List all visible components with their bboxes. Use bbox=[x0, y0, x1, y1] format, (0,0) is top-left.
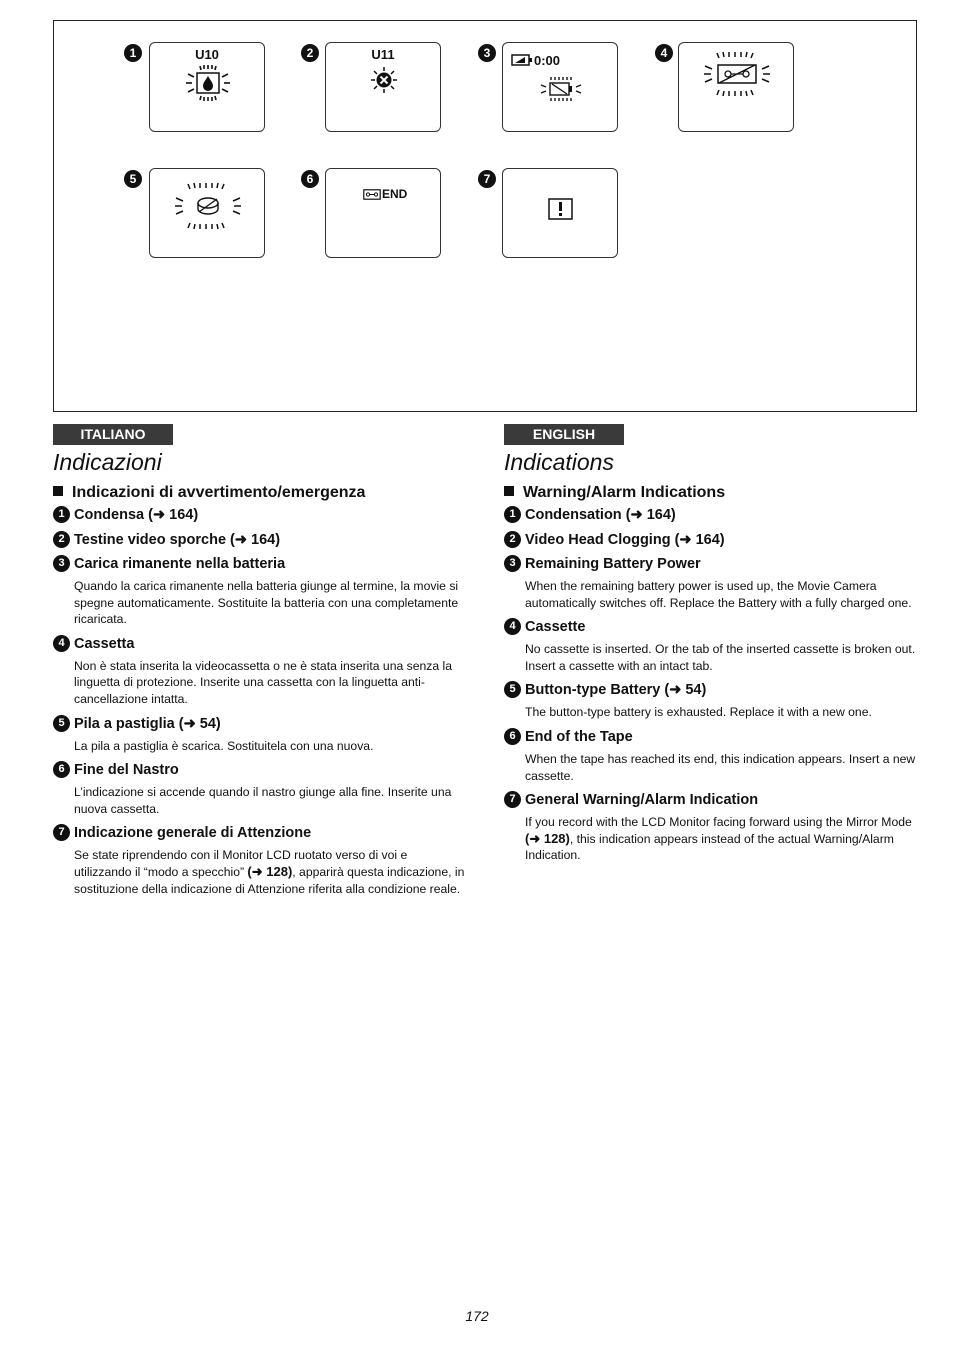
item-body: La pila a pastiglia è scarica. Sostituitela con una nuova. bbox=[74, 738, 374, 753]
page-reference: (➜ 128) bbox=[247, 863, 293, 879]
title-italian: Indicazioni bbox=[53, 449, 162, 475]
number-badge: 5 bbox=[504, 681, 521, 698]
list-item bbox=[504, 791, 916, 864]
list-item bbox=[504, 555, 916, 611]
screen-tape-end bbox=[325, 168, 441, 258]
screen-button-battery bbox=[149, 168, 265, 258]
screen-cassette bbox=[678, 42, 794, 132]
no-cassette-icon bbox=[703, 50, 771, 98]
item-body: The button-type battery is exhausted. Replace it with a new one. bbox=[525, 705, 872, 720]
tape-end-label: END bbox=[382, 187, 408, 201]
general-warning-icon bbox=[548, 198, 573, 220]
callout-6: 6 bbox=[301, 170, 319, 188]
list-item bbox=[504, 681, 916, 721]
item-heading-text: Carica rimanente nella batteria bbox=[74, 556, 286, 572]
item-heading bbox=[504, 618, 916, 636]
list-item bbox=[53, 824, 465, 897]
body-text: Se state riprendendo con il Monitor LCD ruotato verso di voi e utilizzando il “modo a specchio” bbox=[74, 848, 408, 879]
number-badge: 4 bbox=[504, 618, 521, 635]
condensation-drop-icon bbox=[184, 64, 232, 102]
language-tab-italian: ITALIANO bbox=[53, 424, 173, 445]
item-body bbox=[504, 814, 916, 864]
callout-7: 7 bbox=[478, 170, 496, 188]
section-heading-text: Warning/Alarm Indications bbox=[523, 484, 726, 501]
list-item bbox=[504, 506, 916, 524]
item-heading bbox=[53, 824, 465, 842]
remaining-time: 0:00 bbox=[534, 53, 561, 68]
screen-condensation bbox=[149, 42, 265, 132]
item-heading-text: End of the Tape bbox=[525, 728, 633, 745]
number-badge: 6 bbox=[504, 728, 521, 745]
item-heading-text: Pila a pastiglia (➜ 54) bbox=[74, 715, 221, 732]
italian-items bbox=[53, 506, 465, 904]
list-item bbox=[53, 555, 465, 628]
number-badge: 5 bbox=[53, 715, 70, 732]
page-number: 172 bbox=[465, 1308, 489, 1324]
item-heading-text: Cassette bbox=[525, 619, 586, 636]
item-heading bbox=[504, 506, 916, 524]
number-badge: 7 bbox=[504, 791, 521, 808]
title-english: Indications bbox=[504, 449, 614, 475]
page-reference: (➜ 128) bbox=[525, 830, 570, 846]
screen-battery bbox=[502, 42, 618, 132]
item-heading bbox=[504, 531, 916, 549]
body-text: , this indication appears instead of the actual Warning/Alarm Indication. bbox=[525, 831, 894, 863]
number-badge: 2 bbox=[53, 531, 70, 548]
number-badge: 6 bbox=[53, 761, 70, 778]
list-item bbox=[504, 728, 916, 784]
item-heading-text: Condensation (➜ 164) bbox=[525, 507, 676, 523]
item-body: Non è stata inserita la videocassetta o ne è stata inserita una senza la linguetta di protezione. Inserite una cassetta con la linguetta anti-cancellazione intatta. bbox=[74, 658, 453, 706]
item-body: L’indicazione si accende quando il nastro giunge alla fine. Inserite una nuova cassetta. bbox=[74, 785, 452, 816]
callout-1: 1 bbox=[124, 44, 142, 62]
item-heading-text: Condensa (➜ 164) bbox=[74, 507, 199, 523]
item-body: When the remaining battery power is used up, the Movie Camera automatically switches off. Replace the Battery with a fully charged one. bbox=[525, 579, 912, 610]
number-badge: 1 bbox=[53, 506, 70, 523]
screen-general-warning bbox=[502, 168, 618, 258]
item-heading bbox=[53, 715, 465, 733]
list-item bbox=[53, 635, 465, 708]
item-body bbox=[53, 847, 465, 897]
item-heading-text: Remaining Battery Power bbox=[525, 556, 701, 572]
square-bullet-icon bbox=[53, 486, 63, 496]
list-item bbox=[53, 715, 465, 755]
english-items bbox=[504, 506, 916, 871]
item-heading-text: Fine del Nastro bbox=[74, 762, 179, 779]
item-heading bbox=[53, 635, 465, 653]
battery-empty-icon bbox=[539, 76, 583, 102]
item-body: When the tape has reached its end, this indication appears. Insert a new cassette. bbox=[525, 751, 916, 783]
screen-code: U11 bbox=[371, 47, 395, 62]
button-battery-icon bbox=[174, 181, 242, 231]
section-heading-english bbox=[504, 484, 725, 502]
callout-5: 5 bbox=[124, 170, 142, 188]
item-heading-text: Button-type Battery (➜ 54) bbox=[525, 682, 707, 699]
item-heading-text: Testine video sporche (➜ 164) bbox=[74, 532, 281, 548]
item-heading-text: Cassetta bbox=[74, 635, 135, 652]
square-bullet-icon bbox=[504, 486, 514, 496]
list-item bbox=[53, 761, 465, 817]
item-heading bbox=[53, 506, 465, 524]
list-item bbox=[53, 531, 465, 549]
screen-head-clog bbox=[325, 42, 441, 132]
item-body: No cassette is inserted. Or the tab of the inserted cassette is broken out. Insert a cassette with an intact tab. bbox=[525, 642, 916, 673]
list-item bbox=[53, 506, 465, 524]
list-item bbox=[504, 531, 916, 549]
item-heading-text: General Warning/Alarm Indication bbox=[525, 792, 759, 809]
number-badge: 1 bbox=[504, 506, 521, 523]
item-heading bbox=[504, 681, 916, 699]
item-heading bbox=[53, 555, 465, 573]
language-tab-english: ENGLISH bbox=[504, 424, 624, 445]
item-heading bbox=[504, 555, 916, 573]
list-item bbox=[504, 618, 916, 674]
item-heading bbox=[504, 728, 916, 746]
indications-figure bbox=[53, 20, 917, 412]
callout-3: 3 bbox=[478, 44, 496, 62]
body-text: If you record with the LCD Monitor facing forward using the Mirror Mode bbox=[525, 815, 912, 830]
number-badge: 4 bbox=[53, 635, 70, 652]
section-heading-text: Indicazioni di avvertimento/emergenza bbox=[72, 484, 366, 501]
video-head-clog-icon bbox=[368, 66, 400, 94]
item-heading bbox=[504, 791, 916, 809]
item-body: Quando la carica rimanente nella batteria giunge al termine, la movie si spegne automaticamente. Sostituite la batteria con una completamente ricaricata. bbox=[74, 579, 459, 627]
battery-small-icon bbox=[511, 53, 533, 67]
screen-code: U10 bbox=[195, 47, 219, 62]
tape-end-icon bbox=[363, 189, 381, 200]
item-heading bbox=[53, 761, 465, 779]
number-badge: 3 bbox=[504, 555, 521, 572]
item-heading bbox=[53, 531, 465, 549]
number-badge: 3 bbox=[53, 555, 70, 572]
callout-2: 2 bbox=[301, 44, 319, 62]
callout-4: 4 bbox=[655, 44, 673, 62]
number-badge: 2 bbox=[504, 531, 521, 548]
section-heading-italian bbox=[53, 484, 365, 502]
number-badge: 7 bbox=[53, 824, 70, 841]
item-heading-text: Indicazione generale di Attenzione bbox=[74, 825, 312, 842]
item-heading-text: Video Head Clogging (➜ 164) bbox=[525, 532, 725, 548]
body-text: , apparirà questa indicazione, in sostituzione della indicazione di Attenzione riferita alla condizione reale. bbox=[74, 864, 465, 896]
